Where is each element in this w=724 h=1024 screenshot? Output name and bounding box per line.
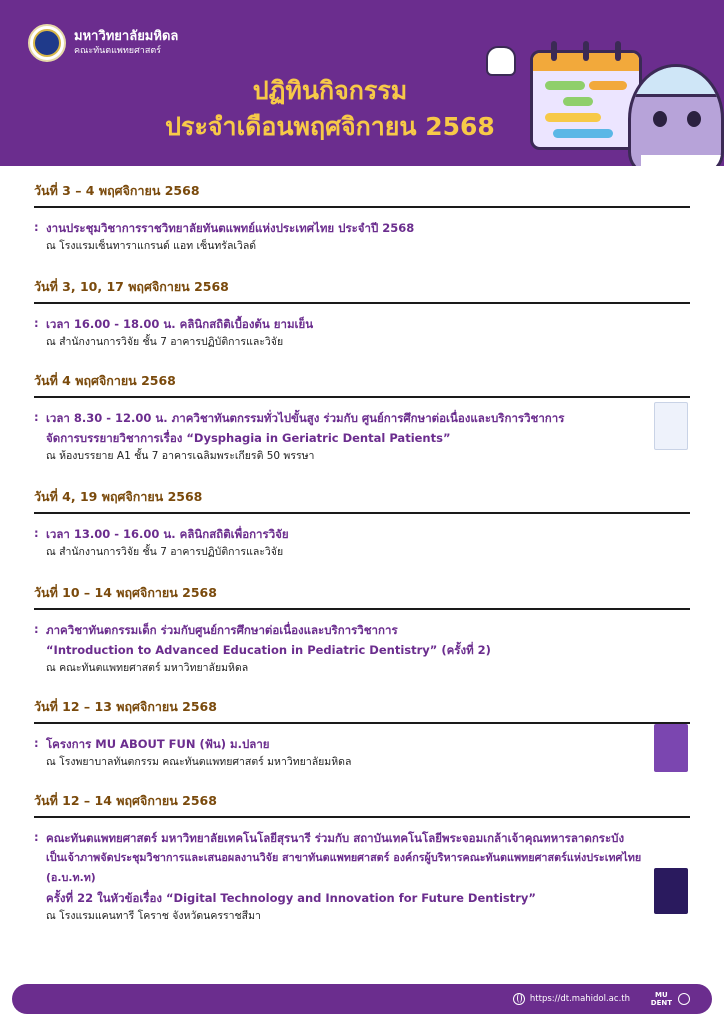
mudent-logo-bottom: DENT (650, 999, 672, 1007)
mudent-logo-top: MU (655, 991, 668, 999)
event-section (34, 698, 690, 792)
event-poster-thumbnail[interactable] (654, 724, 688, 772)
faculty-seal-icon (678, 993, 690, 1005)
event-date: วันที่ 4 พฤศจิกายน 2568 (34, 373, 176, 388)
event-venue: ณ โรงพยาบาลทันตกรรม คณะทันตแพทยศาสตร์ มหาวิทยาลัยมหิดล (46, 756, 352, 768)
event-venue: ณ สำนักงานการวิจัย ชั้น 7 อาคารปฏิบัติการและวิจัย (46, 546, 284, 558)
divider (34, 512, 690, 514)
event-title-cont: ครั้งที่ 22 ในหัวข้อเรื่อง “Digital Technology and Innovation for Future Dentistry” (46, 891, 536, 905)
event-venue: ณ สำนักงานการวิจัย ชั้น 7 อาคารปฏิบัติการและวิจัย (46, 336, 284, 348)
event-poster-thumbnail[interactable] (654, 868, 688, 914)
mudent-logo (651, 991, 672, 1007)
faculty-name: คณะทันตแพทยศาสตร์ (74, 46, 162, 56)
events-list (34, 182, 690, 922)
divider (34, 302, 690, 304)
event-date: วันที่ 3, 10, 17 พฤศจิกายน 2568 (34, 279, 229, 294)
event-venue: ณ โรงแรมแคนทารี โคราช จังหวัดนครราชสีมา (46, 910, 261, 922)
event-title-cont: เป็นเจ้าภาพจัดประชุมวิชาการและเสนอผลงานวิจัย สาขาทันตแพทยศาสตร์ องค์กรผู้บริหารคณะทันตแพทยศาสตร์แห่งประเทศไทย (อ.บ.ท.ท) (46, 851, 642, 884)
calendar-illustration-icon (530, 50, 642, 150)
event-item: : เวลา 13.00 - 16.00 น. คลินิกสถิติเพื่อการวิจัย ณ สำนักงานการวิจัย ชั้น 7 อาคารปฏิบัติการและวิจัย (34, 524, 690, 561)
event-item: : เวลา 16.00 - 18.00 น. คลินิกสถิติเบื้องต้น ยามเย็น ณ สำนักงานการวิจัย ชั้น 7 อาคารปฏิบัติการและวิจัย (34, 314, 690, 351)
tooth-sticker-icon (486, 46, 516, 76)
event-venue: ณ คณะทันตแพทยศาสตร์ มหาวิทยาลัยมหิดล (46, 662, 249, 674)
event-section (34, 278, 690, 372)
divider (34, 206, 690, 208)
event-item: : คณะทันตแพทยศาสตร์ มหาวิทยาลัยเทคโนโลยีสุรนารี ร่วมกับ สถาบันเทคโนโลยีพระจอมเกล้าเจ้าคุณทหารลาดกระบัง เป็นเจ้าภาพจัดประชุมวิชาการและเสนอผลงานวิจัย สาขาทันตแพทยศาสตร์ องค์กรผู้บริหารคณะทันตแพทยศาสตร์แห่งประเทศไทย (อ.บ.ท.ท) ครั้งที่ 22 ในหัวข้อเรื่อง “Digital Technology and Innovation for Future Dentistry” ณ โรงแรมแคนทารี โคราช จังหวัดนครราชสีมา (34, 828, 690, 925)
event-item: : งานประชุมวิชาการราชวิทยาลัยทันตแพทย์แห่งประเทศไทย ประจำปี 2568 ณ โรงแรมเซ็นทาราแกรนด์ แอท เซ็นทรัลเวิลด์ (34, 218, 690, 255)
event-title: เวลา 13.00 - 16.00 น. คลินิกสถิติเพื่อการวิจัย (46, 527, 289, 541)
event-section (34, 488, 690, 584)
event-title-cont: “Introduction to Advanced Education in Pediatric Dentistry” (ครั้งที่ 2) (46, 643, 491, 657)
footer-bar (12, 984, 712, 1014)
globe-icon (513, 993, 525, 1005)
university-logo (28, 24, 178, 62)
tooth-mascot-icon (628, 64, 724, 166)
divider (34, 816, 690, 818)
website-link[interactable] (513, 992, 630, 1006)
event-venue: ณ โรงแรมเซ็นทาราแกรนด์ แอท เซ็นทรัลเวิลด์ (46, 240, 257, 252)
header-banner (0, 0, 724, 166)
event-section (34, 372, 690, 488)
event-item: : ภาควิชาทันตกรรมเด็ก ร่วมกับศูนย์การศึกษาต่อเนื่องและบริการวิชาการ “Introduction to Advanced Education in Pediatric Dentistry” (ครั้งที่ 2) ณ คณะทันตแพทยศาสตร์ มหาวิทยาลัยมหิดล (34, 620, 690, 677)
divider (34, 722, 690, 724)
event-date: วันที่ 12 – 14 พฤศจิกายน 2568 (34, 793, 217, 808)
event-title-cont: จัดการบรรยายวิชาการเรื่อง “Dysphagia in Geriatric Dental Patients” (46, 431, 451, 445)
event-poster-thumbnail[interactable] (654, 402, 688, 450)
page-title: ปฏิทินกิจกรรม (252, 76, 408, 105)
event-date: วันที่ 10 – 14 พฤศจิกายน 2568 (34, 585, 217, 600)
event-date: วันที่ 3 – 4 พฤศจิกายน 2568 (34, 183, 200, 198)
event-section (34, 792, 690, 922)
event-item: : เวลา 8.30 - 12.00 น. ภาควิชาทันตกรรมทั่วไปขั้นสูง ร่วมกับ ศูนย์การศึกษาต่อเนื่องและบริการวิชาการ จัดการบรรยายวิชาการเรื่อง “Dysphagia in Geriatric Dental Patients” ณ ห้องบรรยาย A1 ชั้น 7 อาคารเฉลิมพระเกียรติ 50 พรรษา (34, 408, 690, 465)
divider (34, 396, 690, 398)
event-date: วันที่ 4, 19 พฤศจิกายน 2568 (34, 489, 203, 504)
event-venue: ณ ห้องบรรยาย A1 ชั้น 7 อาคารเฉลิมพระเกียรติ 50 พรรษา (46, 450, 315, 462)
page-subtitle: ประจำเดือนพฤศจิกายน 2568 (165, 112, 495, 141)
event-section (34, 182, 690, 278)
event-date: วันที่ 12 – 13 พฤศจิกายน 2568 (34, 699, 217, 714)
event-title: เวลา 16.00 - 18.00 น. คลินิกสถิติเบื้องต้น ยามเย็น (46, 317, 314, 331)
website-url: https://dt.mahidol.ac.th (529, 994, 630, 1004)
divider (34, 608, 690, 610)
university-name: มหาวิทยาลัยมหิดล (74, 29, 179, 44)
mahidol-seal-icon (28, 24, 66, 62)
event-title: ภาควิชาทันตกรรมเด็ก ร่วมกับศูนย์การศึกษาต่อเนื่องและบริการวิชาการ (46, 623, 398, 637)
event-item: : โครงการ MU ABOUT FUN (ฟัน) ม.ปลาย ณ โรงพยาบาลทันตกรรม คณะทันตแพทยศาสตร์ มหาวิทยาลัยมหิดล (34, 734, 690, 771)
event-title: โครงการ MU ABOUT FUN (ฟัน) ม.ปลาย (46, 737, 270, 751)
event-title: งานประชุมวิชาการราชวิทยาลัยทันตแพทย์แห่งประเทศไทย ประจำปี 2568 (46, 221, 415, 235)
event-title: คณะทันตแพทยศาสตร์ มหาวิทยาลัยเทคโนโลยีสุรนารี ร่วมกับ สถาบันเทคโนโลยีพระจอมเกล้าเจ้าคุณทหารลาดกระบัง (46, 831, 625, 845)
event-section (34, 584, 690, 698)
event-title: เวลา 8.30 - 12.00 น. ภาควิชาทันตกรรมทั่วไปขั้นสูง ร่วมกับ ศูนย์การศึกษาต่อเนื่องและบริการวิชาการ (46, 411, 565, 425)
